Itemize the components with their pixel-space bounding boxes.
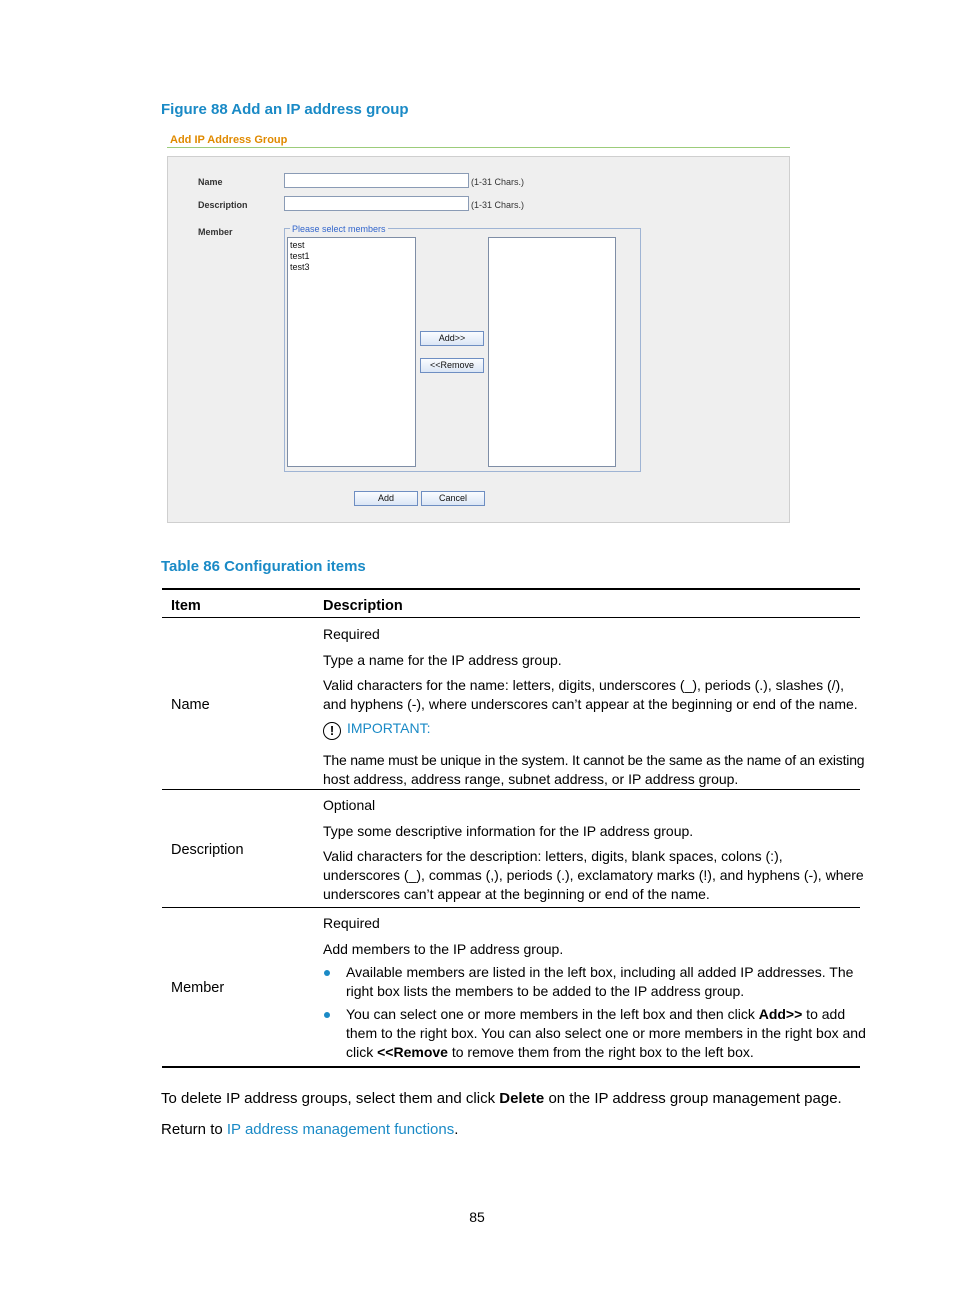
member-bullet2-line1: You can select one or more members in the left box and then click Add>> to add [346,1006,846,1022]
delete-instructions: To delete IP address groups, select them and click Delete on the IP address group management page. [161,1090,842,1107]
important-notice [323,720,431,740]
member-label: Member [198,227,233,237]
member-required: Required [323,915,380,931]
description-valid-chars-line1: Valid characters for the description: letters, digits, blank spaces, colons (:), [323,848,783,864]
name-required: Required [323,626,380,642]
name-valid-chars-line2: and hyphens (-), where underscores can’t appear at the beginning or end of the name. [323,696,858,712]
important-note-line1: The name must be unique in the system. It cannot be the same as the name of an existing [323,752,865,768]
row-item-member: Member [171,980,225,996]
member-option[interactable]: test1 [290,251,310,261]
important-note-line2: host address, address range, subnet address, or IP address group. [323,771,739,787]
important-icon: ! [323,722,341,740]
add-button[interactable]: Add [354,491,418,506]
name-hint: (1-31 Chars.) [471,177,525,187]
row-item-description: Description [171,842,244,858]
cancel-button[interactable]: Cancel [421,491,485,506]
figure-caption: Figure 88 Add an IP address group [161,101,409,118]
description-label: Description [198,200,248,210]
description-valid-chars-line3: underscores can’t appear at the beginning or end of the name. [323,886,710,902]
member-bullet2-line2: them to the right box. You can also select one or more members in the right box and [346,1025,866,1041]
description-input[interactable] [284,196,469,211]
description-valid-chars-line2: underscores (_), commas (,), periods (.), exclamatory marks (!), and hyphens (-), where [323,867,864,883]
member-option[interactable]: test [290,240,305,250]
description-purpose: Type some descriptive information for the IP address group. [323,823,694,839]
bullet-icon [324,1012,330,1018]
member-purpose: Add members to the IP address group. [323,941,564,957]
header-item: Item [171,598,201,614]
remove-member-button[interactable]: <<Remove [420,358,484,373]
member-option[interactable]: test3 [290,262,310,272]
ip-address-management-link[interactable]: IP address management functions [226,1121,455,1138]
table-bottom-rule [162,1066,860,1068]
member-bullet1-line1: Available members are listed in the left box, including all added IP addresses. The [346,964,854,980]
table-row-divider [162,789,860,790]
important-label: IMPORTANT: [347,720,431,736]
return-paragraph: Return to IP address management functions. [161,1121,459,1138]
selected-members-list[interactable] [488,237,616,467]
table-row-divider [162,907,860,908]
name-purpose: Type a name for the IP address group. [323,652,562,668]
name-input[interactable] [284,173,469,188]
add-member-button[interactable]: Add>> [420,331,484,346]
table-top-rule [162,588,860,590]
member-bullet2-line3: click <<Remove to remove them from the right box to the left box. [346,1044,754,1060]
name-valid-chars-line1: Valid characters for the name: letters, digits, underscores (_), periods (.), slashes (/), [323,677,845,693]
name-label: Name [198,177,223,187]
header-description: Description [323,598,403,614]
row-item-name: Name [171,697,210,713]
table-header-rule [162,617,860,618]
fieldset-legend: Please select members [292,224,386,234]
description-optional: Optional [323,797,376,813]
description-hint: (1-31 Chars.) [471,200,525,210]
member-bullet1-line2: right box lists the members to be added to the IP address group. [346,983,745,999]
page-number: 85 [469,1209,485,1225]
dialog-title: Add IP Address Group [170,134,288,146]
available-members-list[interactable] [287,237,416,467]
bullet-icon [324,970,330,976]
table-caption: Table 86 Configuration items [161,558,366,575]
title-divider [167,147,790,148]
